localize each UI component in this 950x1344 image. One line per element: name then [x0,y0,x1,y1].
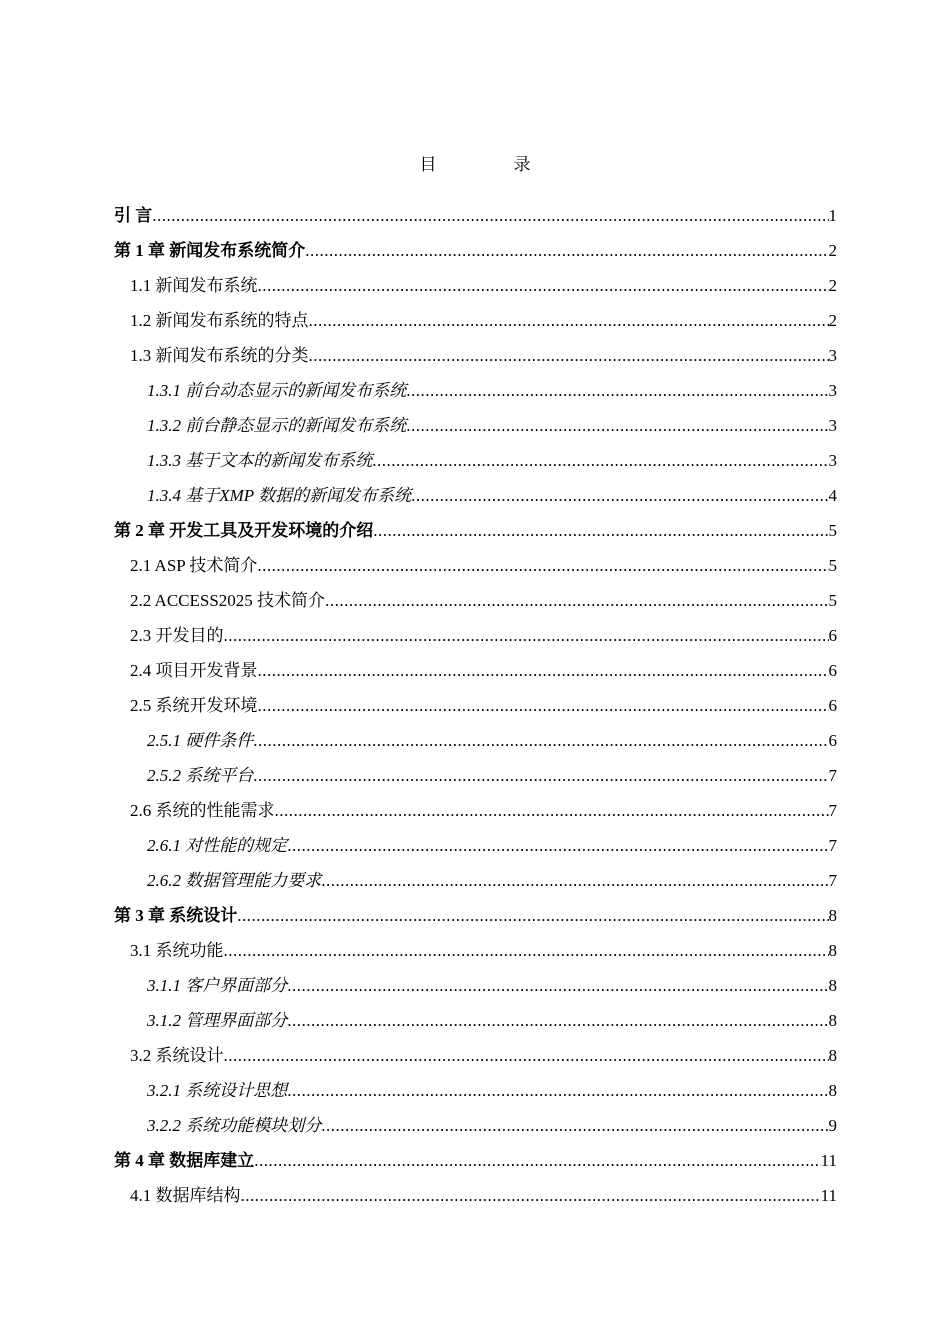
toc-entry-page-number: 3 [828,451,837,470]
toc-title: 目 录 [419,155,561,174]
toc-entry[interactable] [114,793,837,828]
dot-leader [152,198,828,233]
dot-leader [406,373,828,408]
toc-entry[interactable] [114,408,837,443]
toc-entry[interactable] [114,1178,837,1213]
toc-entry[interactable] [114,513,837,548]
toc-entry-page-number: 5 [828,591,837,610]
dot-leader [406,408,828,443]
toc-entry-label: 3.1.1 客户界面部分 [147,976,288,995]
toc-entry[interactable] [114,373,837,408]
dot-leader [224,933,829,968]
toc-entry[interactable] [114,828,837,863]
toc-entry[interactable] [114,688,837,723]
toc-entry-label: 2.5.1 硬件条件 [147,731,254,750]
toc-entry-label: 3.2.2 系统功能模块划分 [147,1116,322,1135]
toc-entry[interactable] [114,583,837,618]
toc-entry[interactable] [114,338,837,373]
table-of-contents [114,198,837,1213]
dot-leader [254,1143,820,1178]
toc-entry-page-number: 2 [828,276,837,295]
dot-leader [258,688,829,723]
dot-leader [237,898,828,933]
toc-entry-page-number: 8 [828,1011,837,1030]
dot-leader [309,303,829,338]
dot-leader [321,863,828,898]
toc-entry-page-number: 7 [828,836,837,855]
toc-entry[interactable] [114,1108,837,1143]
toc-entry[interactable] [114,303,837,338]
toc-entry[interactable] [114,723,837,758]
dot-leader [287,828,828,863]
toc-entry-label: 1.3.1 前台动态显示的新闻发布系统 [147,381,407,400]
toc-entry-page-number: 11 [820,1151,837,1170]
toc-entry[interactable] [114,198,837,233]
toc-entry-page-number: 8 [828,1081,837,1100]
toc-entry[interactable] [114,863,837,898]
toc-entry[interactable] [114,1143,837,1178]
toc-entry[interactable] [114,968,837,1003]
toc-entry-page-number: 7 [828,801,837,820]
toc-entry-page-number: 7 [828,871,837,890]
toc-entry-label: 2.1 ASP 技术简介 [130,556,258,575]
dot-leader [287,1073,828,1108]
dot-leader [305,233,828,268]
toc-entry[interactable] [114,653,837,688]
toc-entry-page-number: 3 [828,416,837,435]
toc-entry-page-number: 5 [828,521,837,540]
toc-entry-label: 第 3 章 系统设计 [114,906,238,925]
dot-leader [258,268,829,303]
toc-entry[interactable] [114,443,837,478]
toc-entry-label: 第 2 章 开发工具及开发环境的介绍 [114,521,374,540]
toc-entry-page-number: 2 [828,311,837,330]
dot-leader [241,1178,821,1213]
toc-entry-label: 1.3.4 基于XMP 数据的新闻发布系统 [147,486,412,505]
toc-entry-page-number: 8 [828,906,837,925]
toc-entry[interactable] [114,933,837,968]
toc-entry-page-number: 7 [828,766,837,785]
toc-entry-page-number: 8 [828,976,837,995]
toc-entry-page-number: 8 [828,1046,837,1065]
dot-leader [411,478,828,513]
toc-entry[interactable] [114,268,837,303]
toc-entry-label: 4.1 数据库结构 [130,1186,241,1205]
toc-entry-label: 1.3 新闻发布系统的分类 [130,346,309,365]
toc-entry-page-number: 6 [828,696,837,715]
toc-entry-label: 3.1 系统功能 [130,941,224,960]
dot-leader [275,793,829,828]
toc-entry-label: 3.2 系统设计 [130,1046,224,1065]
toc-entry-page-number: 2 [828,241,837,260]
toc-entry-label: 2.2 ACCESS2025 技术简介 [130,591,326,610]
toc-entry[interactable] [114,548,837,583]
toc-entry-label: 3.1.2 管理界面部分 [147,1011,288,1030]
dot-leader [224,1038,829,1073]
toc-entry-label: 2.3 开发目的 [130,626,224,645]
toc-entry-label: 2.4 项目开发背景 [130,661,258,680]
dot-leader [287,1003,828,1038]
toc-entry[interactable] [114,898,837,933]
dot-leader [287,968,828,1003]
toc-entry-page-number: 4 [828,486,837,505]
toc-entry-label: 3.2.1 系统设计思想 [147,1081,288,1100]
dot-leader [325,583,828,618]
dot-leader [372,443,828,478]
toc-entry-page-number: 8 [828,941,837,960]
toc-entry-label: 2.5.2 系统平台 [147,766,254,785]
toc-entry-page-number: 3 [828,381,837,400]
toc-entry-page-number: 1 [828,206,837,225]
toc-entry-page-number: 6 [828,731,837,750]
toc-entry-label: 引 言 [114,206,153,225]
dot-leader [309,338,829,373]
toc-entry-label: 1.3.3 基于文本的新闻发布系统 [147,451,373,470]
toc-entry-page-number: 6 [828,661,837,680]
toc-entry-label: 1.3.2 前台静态显示的新闻发布系统 [147,416,407,435]
dot-leader [258,653,829,688]
dot-leader [224,618,829,653]
toc-entry-label: 2.6.2 数据管理能力要求 [147,871,322,890]
dot-leader [257,548,828,583]
toc-entry-page-number: 5 [828,556,837,575]
toc-entry[interactable] [114,1073,837,1108]
toc-entry[interactable] [114,1003,837,1038]
toc-entry-label: 2.6 系统的性能需求 [130,801,275,820]
toc-entry-page-number: 6 [828,626,837,645]
toc-entry-page-number: 3 [828,346,837,365]
toc-entry-label: 1.2 新闻发布系统的特点 [130,311,309,330]
dot-leader [321,1108,828,1143]
toc-entry[interactable] [114,618,837,653]
dot-leader [373,513,828,548]
toc-entry[interactable] [114,1038,837,1073]
toc-entry-label: 第 1 章 新闻发布系统简介 [114,241,306,260]
toc-entry-label: 第 4 章 数据库建立 [114,1151,255,1170]
dot-leader [253,758,828,793]
toc-entry[interactable] [114,478,837,513]
toc-entry-page-number: 9 [828,1116,837,1135]
toc-entry-label: 2.6.1 对性能的规定 [147,836,288,855]
toc-entry-page-number: 11 [820,1186,837,1205]
toc-entry[interactable] [114,233,837,268]
toc-entry-label: 2.5 系统开发环境 [130,696,258,715]
dot-leader [253,723,828,758]
toc-entry[interactable] [114,758,837,793]
toc-entry-label: 1.1 新闻发布系统 [130,276,258,295]
